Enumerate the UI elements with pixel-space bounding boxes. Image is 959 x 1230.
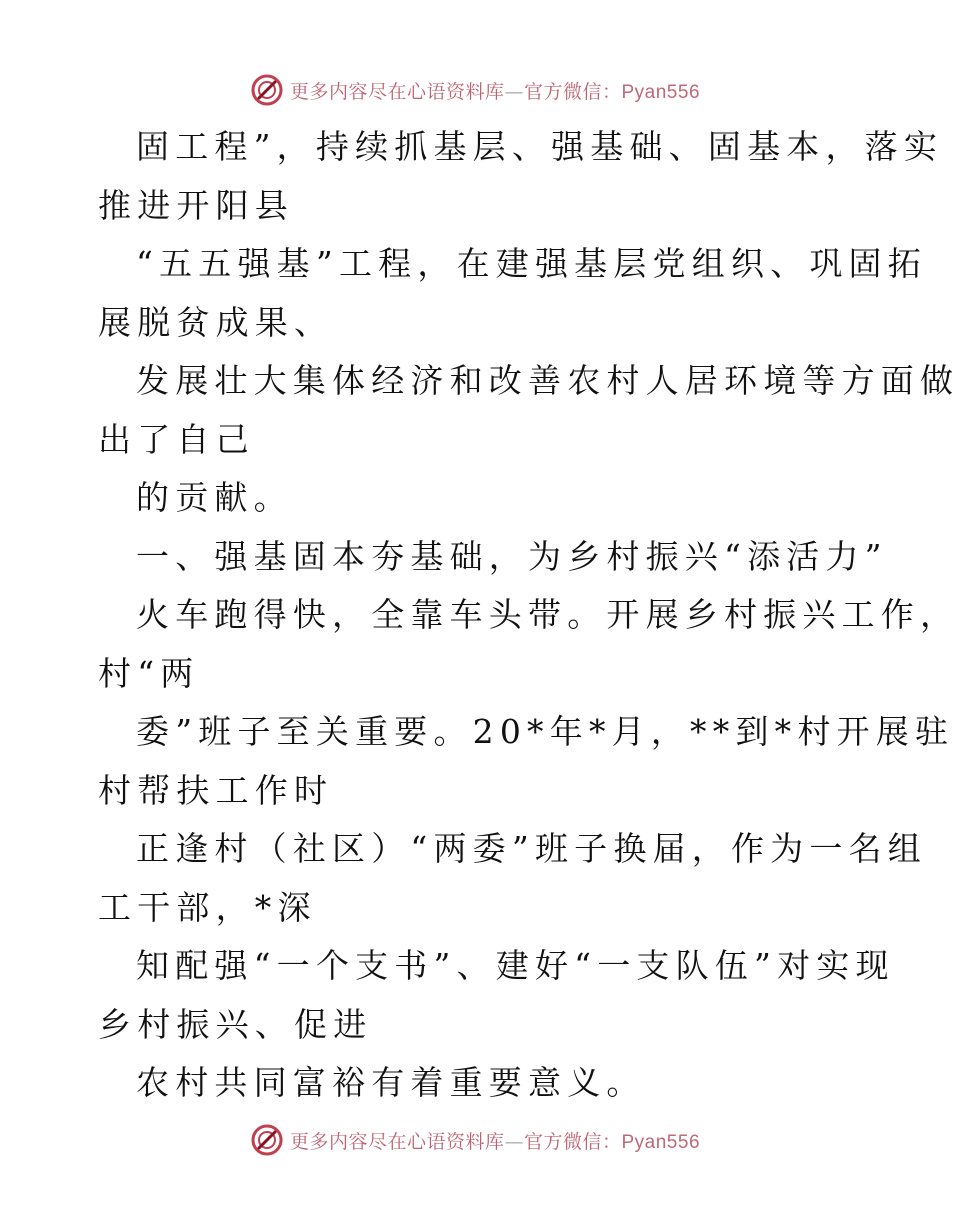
text-line: 固工程”，持续抓基层、强基础、固基本，落实 [136,127,944,166]
text-line: 农村共同富裕有着重要意义。 [136,1063,646,1102]
text-line: 出了自己 [98,419,255,459]
text-line: “五五强基”工程，在建强基层党组织、巩固拓 [136,244,927,283]
text-line: 村“两 [98,653,200,693]
text-line: 火车跑得快，全靠车头带。开展乡村振兴工作， [136,595,959,634]
text-line: 一、强基固本夯基础，为乡村振兴“添活力” [136,536,888,576]
text-line: 乡村振兴、促进 [98,1004,373,1044]
document-body [98,118,959,1113]
brand-logo-icon [250,1123,284,1157]
watermark-text: 更多内容尽在心语资料库—官方微信：Pyan556 [289,1130,701,1153]
header-watermark [0,70,950,110]
text-line: 村帮扶工作时 [98,770,334,810]
text-line: 发展壮大集体经济和改善农村人居环境等方面做 [136,361,959,400]
text-line: 的贡献。 [136,478,293,517]
footer-watermark [0,1120,950,1160]
brand-logo-icon [250,73,284,107]
text-line: 展脱贫成果、 [98,302,334,342]
text-line: 推进开阳县 [98,185,294,225]
text-line: 知配强“一个支书”、建好“一支队伍”对实现 [136,946,895,985]
text-line: 工干部，*深 [98,887,317,927]
watermark-text: 更多内容尽在心语资料库—官方微信：Pyan556 [289,80,701,103]
text-line: 正逢村（社区）“两委”班子换届，作为一名组 [136,829,927,868]
text-line: 委”班子至关重要。20*年*月，**到*村开展驻 [136,712,955,751]
